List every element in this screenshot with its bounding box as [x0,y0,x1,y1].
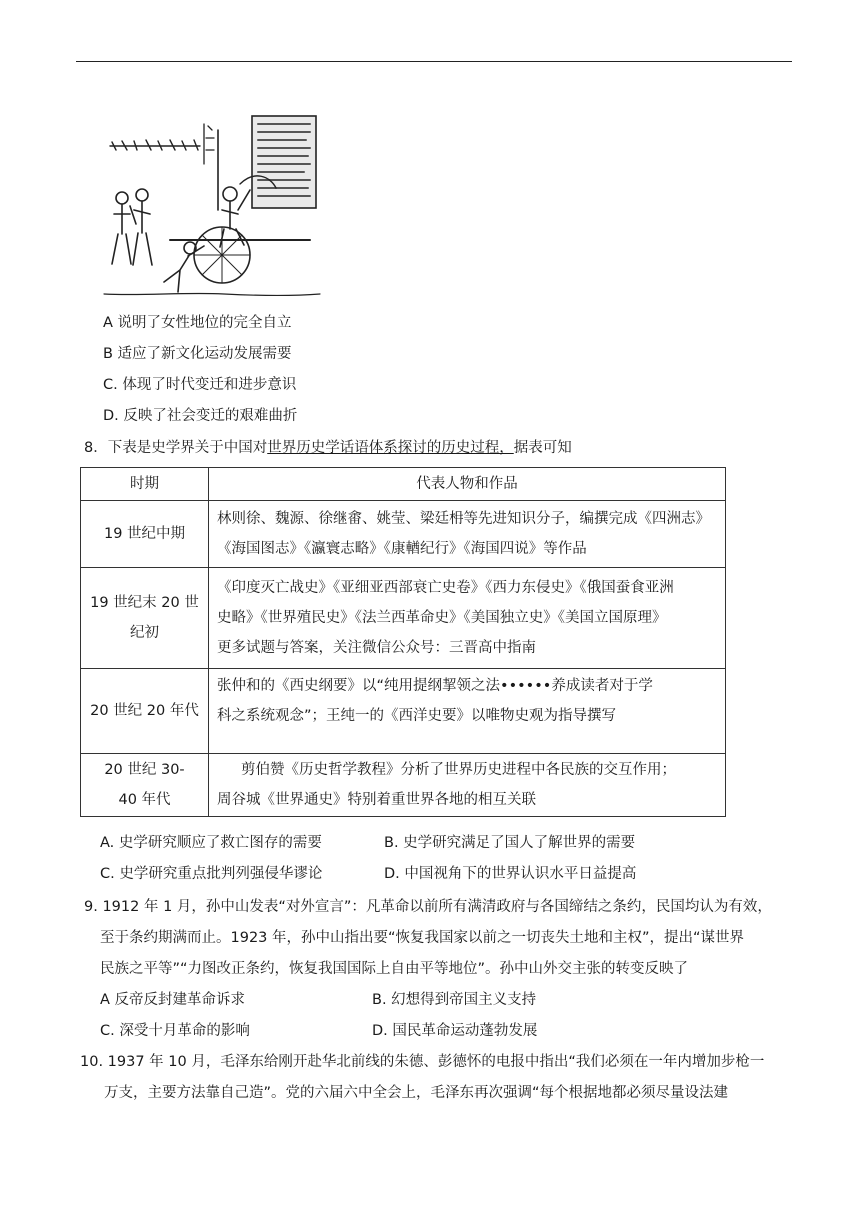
q8-option-d: D. 中国视角下的世界认识水平日益提高 [384,866,637,882]
q9-stem-line3: 民族之平等”“力图改正条约，恢复我国国际上自由平等地位”。孙中山外交主张的转变反映了 [100,961,689,977]
header-rule [76,61,792,62]
q10-stem-line2: 万支，主要方法靠自己造”。党的六届六中全会上，毛泽东再次强调“每个根据地都必须尽量设法建 [104,1085,729,1101]
q8-option-c: C. 史学研究重点批判列强侵华谬论 [100,866,323,882]
row2-period [81,568,209,669]
row2-period-line1: 19 世纪末 20 世 [90,595,199,611]
q8-stem-suffix: 据表可知 [513,440,572,456]
row2-period-line2: 纪初 [130,625,159,641]
cartoon-illustration [100,110,322,305]
history-table [80,467,726,817]
q8-option-a: A. 史学研究顺应了救亡图存的需要 [100,835,322,851]
q9-option-b: B. 幻想得到帝国主义支持 [372,992,537,1008]
q9-option-a: A 反帝反封建革命诉求 [100,992,246,1008]
row2-line2: 史略》《世界殖民史》《法兰西革命史》《美国独立史》《美国立国原理》 [217,610,667,626]
row4-period [81,754,209,817]
row1-line2: 《海国图志》《瀛寰志略》《康輶纪行》《海国四说》等作品 [217,541,587,557]
row2-line3: 更多试题与答案，关注微信公众号：三晋高中指南 [217,640,536,656]
q7-option-a: A 说明了女性地位的完全自立 [103,315,292,331]
q8-option-b: B. 史学研究满足了国人了解世界的需要 [384,835,636,851]
row1-period: 19 世纪中期 [81,501,209,568]
q8-stem-underline: 世界历史学话语体系探讨的历史过程， [267,440,514,456]
header-period: 时期 [81,468,209,501]
row1-line1: 林则徐、魏源、徐继畬、姚莹、梁廷枏等先进知识分子，编撰完成《四洲志》 [217,511,710,527]
q9-stem-line2: 至于条约期满而止。1923 年，孙中山指出要“恢复我国家以前之一切丧失土地和主权”，提出“谋世界 [100,930,745,946]
q9-option-d: D. 国民革命运动蓬勃发展 [372,1023,538,1039]
q10-stem-line1: 10. 1937 年 10 月，毛泽东给刚开赴华北前线的朱德、彭德怀的电报中指出“我们必须在一年内增加步枪一 [80,1054,765,1070]
row4-line2: 周谷城《世界通史》特别着重世界各地的相互关联 [217,792,536,808]
q9-option-c: C. 深受十月革命的影响 [100,1023,250,1039]
table-header-row [81,468,726,501]
row4-line1: 剪伯赞《历史哲学教程》分析了世界历史进程中各民族的交互作用； [241,762,676,778]
header-works: 代表人物和作品 [209,468,726,501]
row2-line1: 《印度灭亡战史》《亚细亚西部衰亡史卷》《西力东侵史》《俄国蚕食亚洲 [217,580,674,596]
table-row [81,754,726,817]
row4-period-line2: 40 年代 [118,792,171,808]
table-row [81,669,726,754]
row2-content [209,568,726,669]
table-row [81,568,726,669]
q9-stem-line1: 9. 1912 年 1 月，孙中山发表“对外宣言”：凡革命以前所有满清政府与各国缔结之条约，民国均认为有效， [84,899,772,915]
row3-period: 20 世纪 20 年代 [81,669,209,754]
q8-stem [84,437,572,459]
table-row [81,501,726,568]
row4-content [209,754,726,817]
row1-content [209,501,726,568]
q8-stem-prefix: 8．下表是史学界关于中国对 [84,440,268,456]
row4-period-line1: 20 世纪 30- [104,762,185,778]
q7-option-b: B 适应了新文化运动发展需要 [103,346,292,362]
row3-content [209,669,726,754]
row3-line2: 科之系统观念”；王纯一的《西洋史要》以唯物史观为指导撰写 [217,708,617,724]
q7-option-c: C. 体现了时代变迁和进步意识 [103,377,297,393]
q7-option-d: D. 反映了社会变迁的艰难曲折 [103,408,298,424]
row3-line1: 张仲和的《西史纲要》以“纯用提纲挈领之法••••••养成读者对于学 [217,678,653,694]
